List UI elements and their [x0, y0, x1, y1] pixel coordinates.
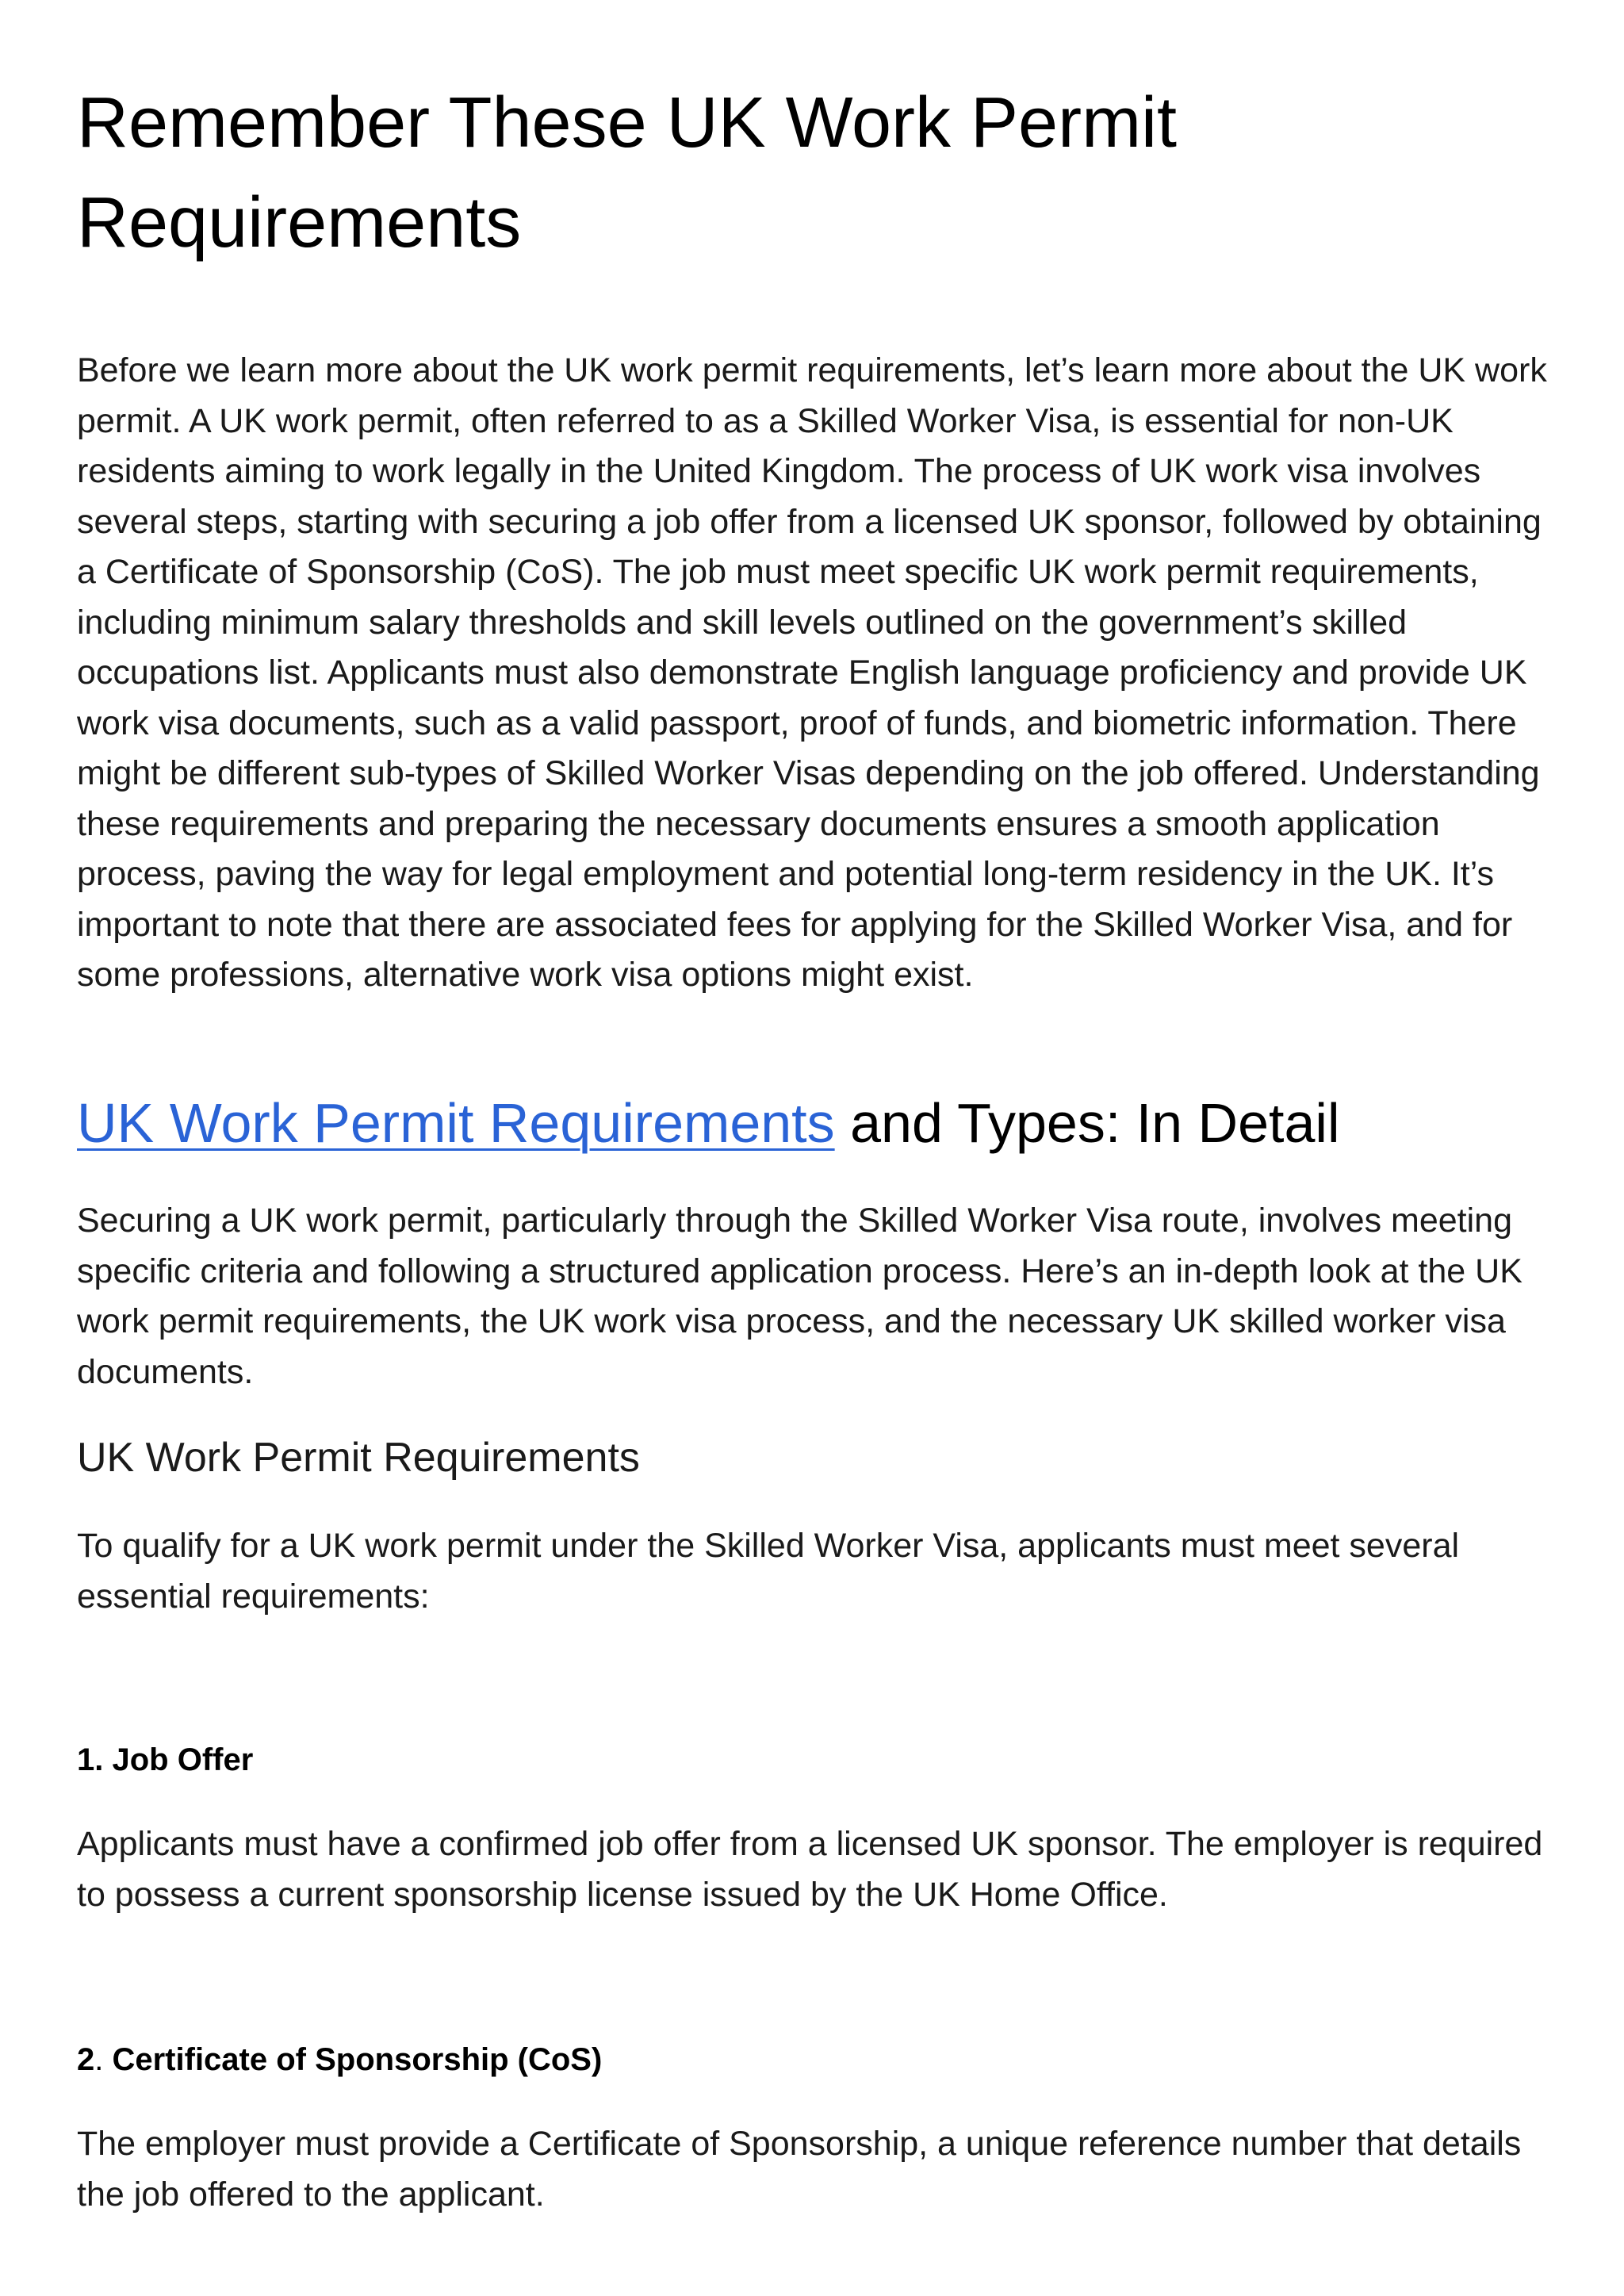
section-heading [77, 1087, 1340, 1159]
requirement-text-job-offer: Applicants must have a confirmed job offer from a licensed UK sponsor. The employer is required to possess a current sponsorship license issued by the UK Home Office. [77, 1825, 1543, 1914]
requirement-separator: . [94, 2042, 113, 2077]
requirements-link[interactable]: UK Work Permit Requirements [77, 1092, 835, 1154]
requirement-title-job-offer: 1. Job Offer [77, 1742, 254, 1777]
requirement-number: 2 [77, 2042, 95, 2077]
intro-paragraph: Before we learn more about the UK work permit requirements, let’s learn more about the UK work permit. A UK work permit, often referred to as a Skilled Worker Visa, is essential for non-UK residents aiming to work legally in the United Kingdom. The process of UK work visa involves several steps, starting with securing a job offer from a licensed UK sponsor, followed by obtaining a Certificate of Sponsorship (CoS). The job must meet specific UK work permit requirements, including minimum salary thresholds and skill levels outlined on the government’s skilled occupations list. Applicants must also demonstrate English language proficiency and provide UK work visa documents, such as a valid passport, proof of funds, and biometric information. There might be different sub-types of Skilled Worker Visas depending on the job offered. Understanding these requirements and preparing the necessary documents ensures a smooth application process, paving the way for legal employment and potential long-term residency in the UK. It’s important to note that there are associated fees for applying for the Skilled Worker Visa, and for some professions, alternative work visa options might exist. [77, 351, 1547, 994]
section-heading-rest: and Types: In Detail [834, 1092, 1340, 1154]
qualify-paragraph: To qualify for a UK work permit under the Skilled Worker Visa, applicants must meet several essential requirements: [77, 1527, 1460, 1616]
requirement-text-cos: The employer must provide a Certificate of Sponsorship, a unique reference number that details the job offered to the applicant. [77, 2125, 1522, 2214]
requirement-title-text: Certificate of Sponsorship (CoS) [112, 2042, 603, 2077]
section-intro-paragraph: Securing a UK work permit, particularly through the Skilled Worker Visa route, involves meeting specific criteria and following a structured application process. Here’s an in-depth look at the UK work permit requirements, the UK work visa process, and the necessary UK skilled worker visa documents. [77, 1202, 1522, 1391]
page-title: Remember These UK Work Permit Requirements [77, 83, 1178, 263]
subheading: UK Work Permit Requirements [77, 1435, 640, 1481]
requirement-title-cos [77, 2037, 602, 2082]
